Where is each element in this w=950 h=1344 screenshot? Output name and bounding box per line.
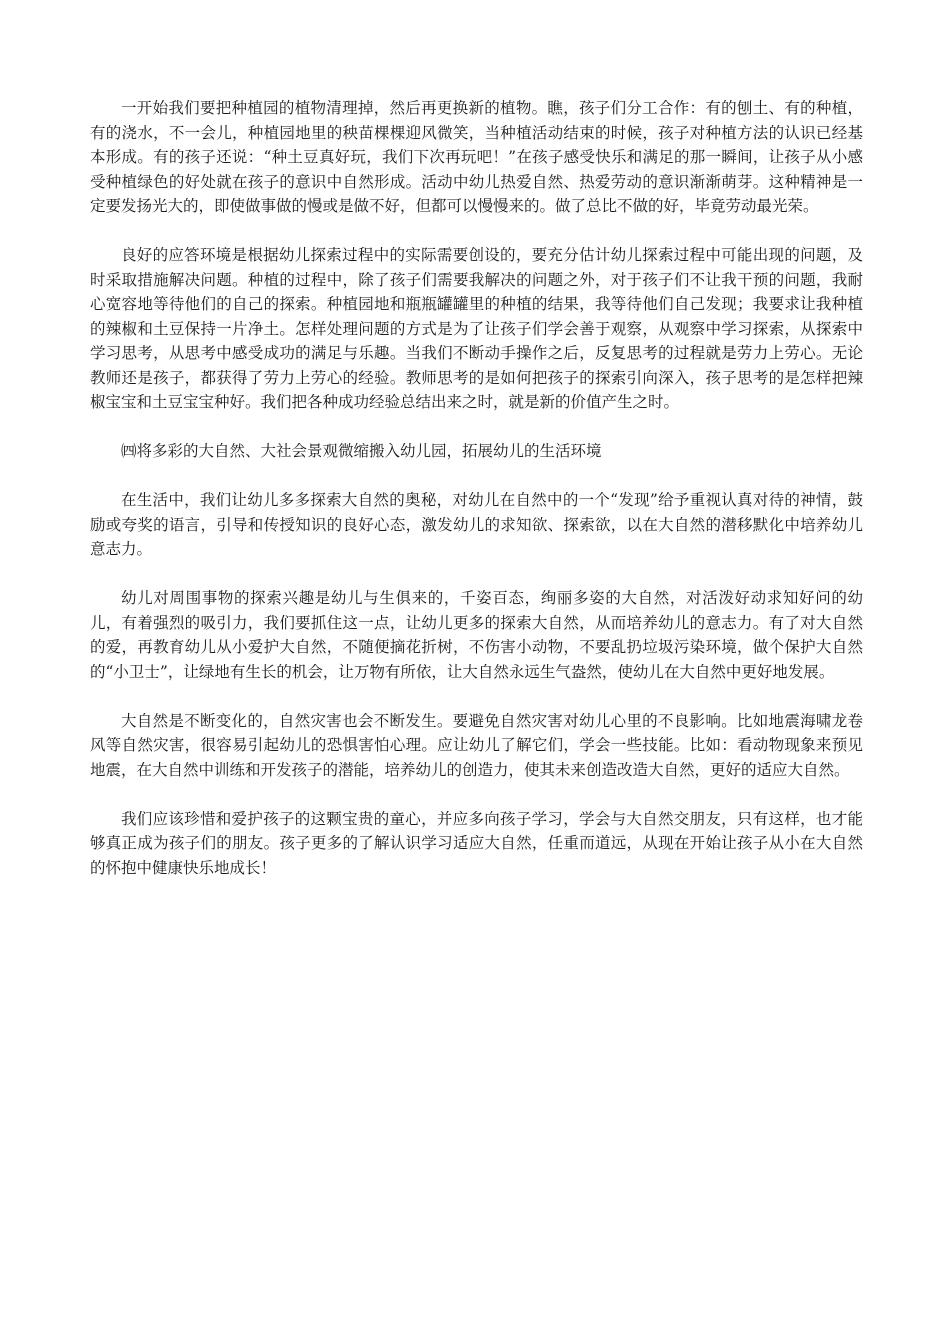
paragraph-planting-activity: 一开始我们要把种植园的植物清理掉，然后再更换新的植物。瞧，孩子们分工合作：有的刨土、有的种植，有的浇水，不一会儿，种植园地里的秧苗棵棵迎风微笑，当种植活动结束的时候，孩子对种植方法的认识已经基本形成。有的孩子还说：“种土豆真好玩，我们下次再玩吧！”在孩子感受快乐和满足的那一瞬间，让孩子从小感受种植绿色的好处就在孩子的意识中自然形成。活动中幼儿热爱自然、热爱劳动的意识渐渐萌芽。这种精神是一定要发扬光大的，即使做事做的慢或是做不好，但都可以慢慢来的。做了总比不做的好，毕竟劳动最光荣。: [90, 99, 863, 215]
paragraph-conclusion: 我们应该珍惜和爱护孩子的这颗宝贵的童心，并应多向孩子学习，学会与大自然交朋友，只有这样，也才能够真正成为孩子们的朋友。孩子更多的了解认识学习适应大自然，任重而道远，从现在开始让孩子从小在大自然的怀抱中健康快乐地成长！: [90, 809, 863, 877]
document-body: [90, 96, 863, 905]
paragraph-response-environment: 良好的应答环境是根据幼儿探索过程中的实际需要创设的，要充分估计幼儿探索过程中可能出现的问题，及时采取措施解决问题。种植的过程中，除了孩子们需要我解决的问题之外，对于孩子们不让我干预的问题，我耐心宽容地等待他们的自己的探索。种植园地和瓶瓶罐罐里的种植的结果，我等待他们自己发现；我要求让我种植的辣椒和土豆保持一片净土。怎样处理问题的方式是为了让孩子们学会善于观察，从观察中学习探索，从探索中学习思考，从思考中感受成功的满足与乐趣。当我们不断动手操作之后，反复思考的过程就是劳力上劳心。无论教师还是孩子，都获得了劳力上劳心的经验。教师思考的是如何把孩子的探索引向深入，孩子思考的是怎样把辣椒宝宝和土豆宝宝种好。我们把各种成功经验总结出来之时，就是新的价值产生之时。: [90, 246, 863, 411]
section-heading-4: ㈣将多彩的大自然、大社会景观微缩搬入幼儿园，拓展幼儿的生活环境: [121, 442, 602, 460]
paragraph-exploration-interest: 幼儿对周围事物的探索兴趣是幼儿与生俱来的，千姿百态，绚丽多姿的大自然，对活泼好动求知好问的幼儿，有着强烈的吸引力，我们要抓住这一点，让幼儿更多的探索大自然，从而培养幼儿的意志力。有了对大自然的爱，再教育幼儿从小爱护大自然，不随便摘花折树，不伤害小动物，不要乱扔垃圾污染环境，做个保护大自然的“小卫士”，让绿地有生长的机会，让万物有所依，让大自然永远生气盎然，使幼儿在大自然中更好地发展。: [90, 589, 863, 681]
paragraph-natural-disasters: 大自然是不断变化的，自然灾害也会不断发生。要避免自然灾害对幼儿心里的不良影响。比如地震海啸龙卷风等自然灾害，很容易引起幼儿的恐惧害怕心理。应让幼儿了解它们，学会一些技能。比如：看动物现象来预见地震，在大自然中训练和开发孩子的潜能，培养幼儿的创造力，使其未来创造改造大自然，更好的适应大自然。: [90, 711, 863, 779]
paragraph-explore-nature: 在生活中，我们让幼儿多多探索大自然的奥秘，对幼儿在自然中的一个“发现”给予重视认真对待的神情，鼓励或夸奖的语言，引导和传授知识的良好心态，激发幼儿的求知欲、探索欲，以在大自然的潜移默化中培养幼儿意志力。: [90, 491, 863, 558]
